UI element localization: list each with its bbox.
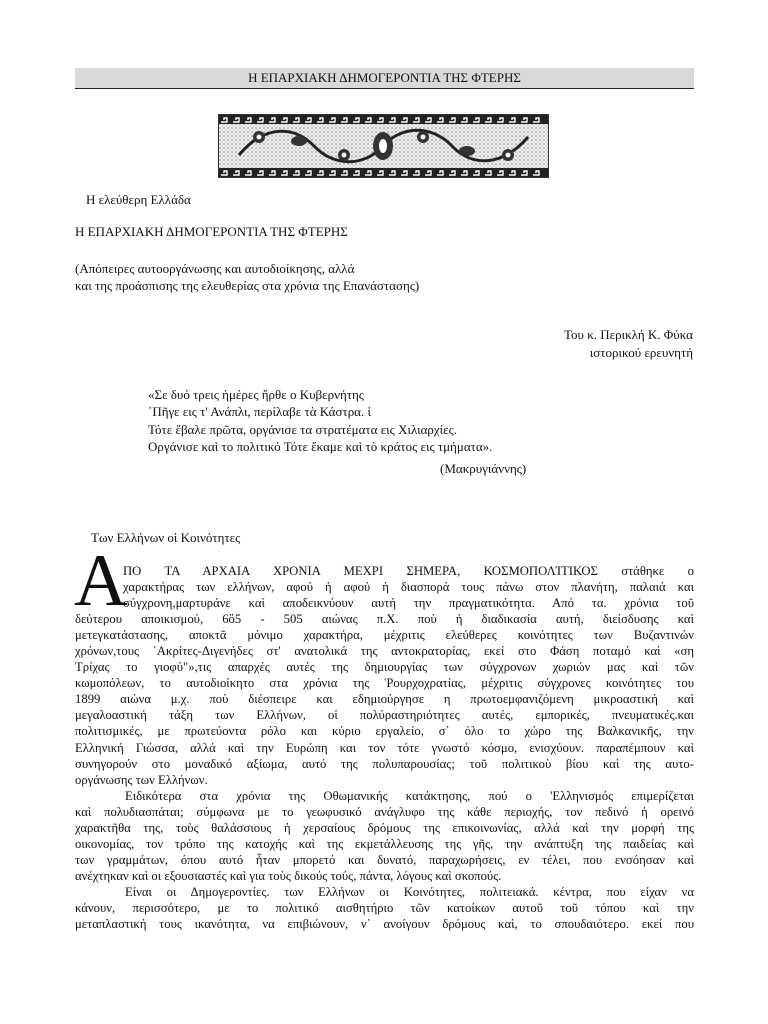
poem-line: ᾽Πῆγε εις τ' Ανάπλι, περίλαβε τὰ Κάστρα. ἱ [148,404,371,420]
body-line: μεγαλοαστική τάξη των Ελλήνων, οἱ πολύραστηριότητες αυτές, εμπορικές, πνευματικές.και [75,708,694,723]
body-line: ανέχτηκαν καὶ οι εξουσιαστές καὶ για τοὺς δικούς τούς, πάντα, λόγους καὶ σκοπούς. [75,868,502,883]
body-line: Ελληνική Γιώσσα, αλλά καὶ την Ευρώπη και τον τότε γνωστό κόσμο, ενισχύουν. παραπέμπουν καὶ [75,740,694,755]
poem-line: Τότε ἔβαλε πρῶτα, οργάνισε τα στρατέματα εις Χιλιαρχίες. [148,421,458,437]
running-header-title: Η ΕΠΑΡΧΙΑΚΗ ΔΗΜΟΓΕΡΟΝΤΙΑ ΤΗΣ ΦΤΕΡΗΣ [248,70,521,85]
author-name: Του κ. Περικλή Κ. Φύκα [564,327,693,342]
article-body [75,563,694,932]
body-line: καὶ πολυδιασπάται; σύμφωνα με το γεωφυσικό ανάγλυφο της κάθε περιοχής, τον πεδινό ἡ ορεινό [75,804,694,819]
mosaic-ornament-icon [219,115,548,177]
author-role: ιστορικού ερευνητή [589,345,693,360]
body-line: χρόνων,τους ᾽Ακρίτες-Διγενήδες στ' ανατολικά της αντοκρατορίας, εκεί στο Φάση ποταμό καὶ «ση [75,644,694,659]
poem-line: Οργάνισε καὶ το πολιτικό Τότε ἔκαμε καὶ τὸ κράτος εις τμήματα». [148,438,493,454]
body-line: Τρίχας το γιοφύ"»,τις απαρχές αυτές της δημιουργίας των σύγχρονων χωριών μας καὶ τῶν [75,660,694,675]
kicker-free-greece: Η ελεύθερη Ελλάδα [86,192,191,207]
article-title: Η ΕΠΑΡΧΙΑΚΗ ΔΗΜΟΓΕΡΟΝΤΙΑ ΤΗΣ ΦΤΕΡΗΣ [75,224,348,239]
body-line: μεταπλαστική τους ικανότητα, να επιβιώνουν, ν᾽ ανοίγουν δρόμους καὶ, το σπουδαιότερο. εκεί που [75,917,694,932]
drop-cap-letter: Α [74,540,128,622]
running-header [75,68,694,89]
body-line: των γραμμάτων, όπου αυτό ἦταν μπορετό και δυνατό, παραχωρήσεις, εν τέλει, που ενσόησαν καὶ [75,852,694,867]
body-line: σύγχρονη,μαρτυράνε καὶ αποδεικνύουν αυτή την πραγματικότητα. Από τα. χρόνια τοῦ [123,596,694,611]
body-line: χαρακτήρας των ελλήνων, αφού ἡ αφού ἡ διασπορά τους πάνω στον πλανήτη, παλαιά και [123,580,694,595]
body-line: οικονομίας, τον τρόπο της κατοχής καὶ της εκμετάλλευσης της γῆς, την ανάπτυξη της παιδείας καὶ [75,836,694,851]
epigraph-source: (Μακρυγιάννης) [440,461,527,476]
section-heading: Των Ελλήνων οἱ Κοινότητες [91,530,241,545]
epigraph-poem [148,386,492,455]
article-subtitle [75,260,419,294]
subtitle-line: και της προάσπισης της ελευθερίας στα χρόνια της Επανάστασης) [75,278,420,293]
body-line: κωμοπόλεων, το αυτοδιοίκητο στα χρόνια της Ῥουρχοχρατίας, μέχριτις σύγχρονες κοινότητες του [75,676,694,691]
subtitle-line: (Απόπειρες αυτοοργάνωσης και αυτοδιοίκησης, αλλά [75,261,355,276]
body-line: ΠΟ ΤΑ ΑΡΧΑΙΑ ΧΡΟΝΙΑ ΜΕΧΡΙ ΣΗΜΕΡΑ, ΚΟΣΜΟΠΟΛΊΤΙΚΟΣ στάθηκε ο [123,564,694,578]
body-line: συνηγορούν στο μοναδικό αξίωμα, αυτό της πολυπαρουσίας; τοῦ πολιτικοὺ βίου καὶ της αυτο- [75,756,694,771]
body-line: δεύτερου αποικισμού, 6ὃ5 - 505 αιώνας π.Χ. ποὺ ἡ διαδικασία αυτή, διείσδυσης καὶ [75,612,694,627]
decorative-mosaic-banner [218,114,549,178]
poem-line: «Σε δυό τρεις ἡμέρες ἤρθε ο Κυβερνήτης [148,387,364,402]
body-line: κάνουν, περισσότερο, με το πολιτικό αισθητήριο τῶν κατοίκων αυτοῦ τοῦ τόπου καὶ την [75,900,694,915]
body-line: οργάνωσης των Ελλήνων. [75,772,208,787]
body-line: πολιτισμικές, με πρωτεύοντα ρόλο και κύριο εργαλείο, σ᾽ όλο το χώρο της Βαλκανικῆς, την [75,724,694,739]
body-line: Ειδικότερα στα χρόνια της Οθωμανικής κατάκτησης, πού ο 'Ελληνισμός επιμερίζεται [125,788,694,803]
body-line: μετεγκατάστασης, αποκτᾶ μόνιμο χαρακτήρα, μέχριτις ελεύθερες κοινότητες των Βυζαντινών [75,628,694,643]
body-line: Είναι οι Δημογεροντίες. των Ελλήνων οι Κοινότητες, πολιτειακά. κέντρα, που είχαν να [125,884,694,899]
body-line: χαρακτῆθα της, τοὺς θαλάσσιους ἡ χερσαίους δρόμους της επικοινωνίας, αλλά καὶ την μορφή της [75,820,694,835]
body-line: 1899 αιώνα μ.χ. ποὺ διέσπειρε και εδημιούργησε η πρωτοεμφανιζόμενη μικροαστική καὶ [75,692,694,707]
